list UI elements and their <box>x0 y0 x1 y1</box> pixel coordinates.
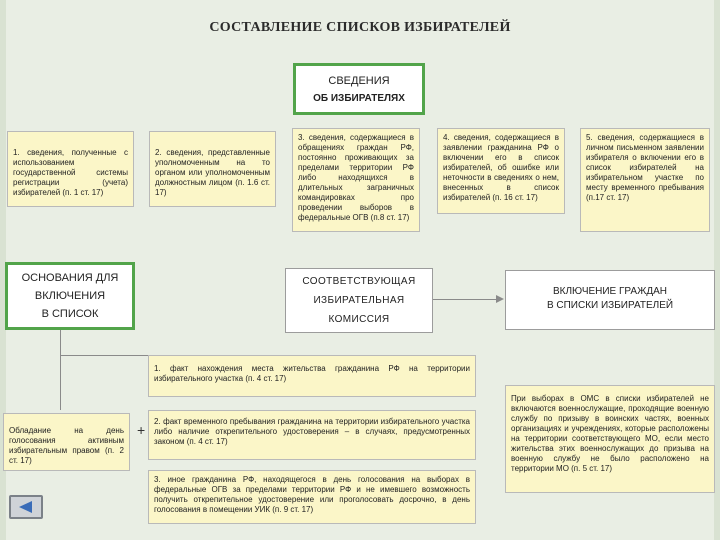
voter-info-box <box>293 63 425 115</box>
mo-exclusion-box: При выборах в ОМС в списки избирателей не включаются военнослужащие, проходящие военную службу по призыву в воинских частях, военных организациях и учреждениях, которые расположены на территории соответствующего МО, если место жительства этих военнослужащих до призыва на военную службу не было расположено на территории МО (п. 5 ст. 17) <box>505 385 715 493</box>
inclusion-grounds-line1: ОСНОВАНИЯ ДЛЯ <box>21 272 119 284</box>
commission-box <box>285 268 433 333</box>
fact-box-1: 1. факт нахождения места жительства гражданина РФ на территории избирательного участка (п. 4 ст. 17) <box>148 355 476 397</box>
voting-right-box: Обладание на день голосования активным избирательным правом (п. 2 ст. 17) <box>3 413 130 471</box>
connector-vertical <box>60 330 61 410</box>
back-arrow-icon <box>19 501 32 513</box>
inclusion-grounds-line3: В СПИСОК <box>41 308 99 320</box>
source-box-1: 1. сведения, полученные с использованием государственной системы регистрации (учета) избирателей (п. 1 ст. 17) <box>7 131 134 207</box>
source-box-5: 5. сведения, содержащиеся в личном письменном заявлении избирателя о включении его в список избирателей на избирательном участке по месту временного пребывания (п.17 ст. 17) <box>580 128 710 232</box>
commission-line2: ИЗБИРАТЕЛЬНАЯ <box>313 295 405 306</box>
connector-horizontal <box>60 355 148 356</box>
inclusion-grounds-box <box>5 262 135 330</box>
source-box-2: 2. сведения, представленные уполномоченным на то органом или уполномоченным должностным лицом (п. 1.6 ст. 17) <box>149 131 276 207</box>
commission-line3: КОМИССИЯ <box>328 314 390 325</box>
commission-line1: СООТВЕТСТВУЮЩАЯ <box>302 276 416 287</box>
fact-box-3: 3. иное гражданина РФ, находящегося в день голосования на выборах в федеральные ОГВ за пределами территории РФ и не имевшего возможность получить открепительное удостоверение или проголосовать досрочно, в день голосования в помещении УИК (п. 9 ст. 17) <box>148 470 476 524</box>
fact-box-2: 2. факт временного пребывания гражданина на территории избирательного участка либо наличие открепительного удостоверения – в случаях, предусмотренных законом (п. 4 ст. 17) <box>148 410 476 460</box>
inclusion-box <box>505 270 715 330</box>
page-title: СОСТАВЛЕНИЕ СПИСКОВ ИЗБИРАТЕЛЕЙ <box>209 20 511 35</box>
plus-sign: + <box>137 422 146 438</box>
source-box-4: 4. сведения, содержащиеся в заявлении гражданина РФ о включении его в список избирателей, об ошибке или неточности в сведениях о нем, внесенных в список избирателей (п. 16 ст. 17) <box>437 128 565 214</box>
inclusion-line1: ВКЛЮЧЕНИЕ ГРАЖДАН <box>552 286 667 297</box>
voter-info-line1: СВЕДЕНИЯ <box>328 75 390 87</box>
voter-info-line2: ОБ ИЗБИРАТЕЛЯХ <box>313 93 405 104</box>
inclusion-grounds-line2: ВКЛЮЧЕНИЯ <box>34 290 106 302</box>
arrow-line <box>433 299 497 300</box>
arrow-head-icon <box>496 295 504 303</box>
source-box-3: 3. сведения, содержащиеся в обращениях граждан РФ, постоянно проживающих за пределами территории РФ либо находящихся в длительных заграничных командировках про проведении выборов в федеральные ОГВ (п.8 ст. 17) <box>292 128 420 232</box>
back-button[interactable] <box>9 495 43 519</box>
inclusion-line2: В СПИСКИ ИЗБИРАТЕЛЕЙ <box>546 300 674 311</box>
